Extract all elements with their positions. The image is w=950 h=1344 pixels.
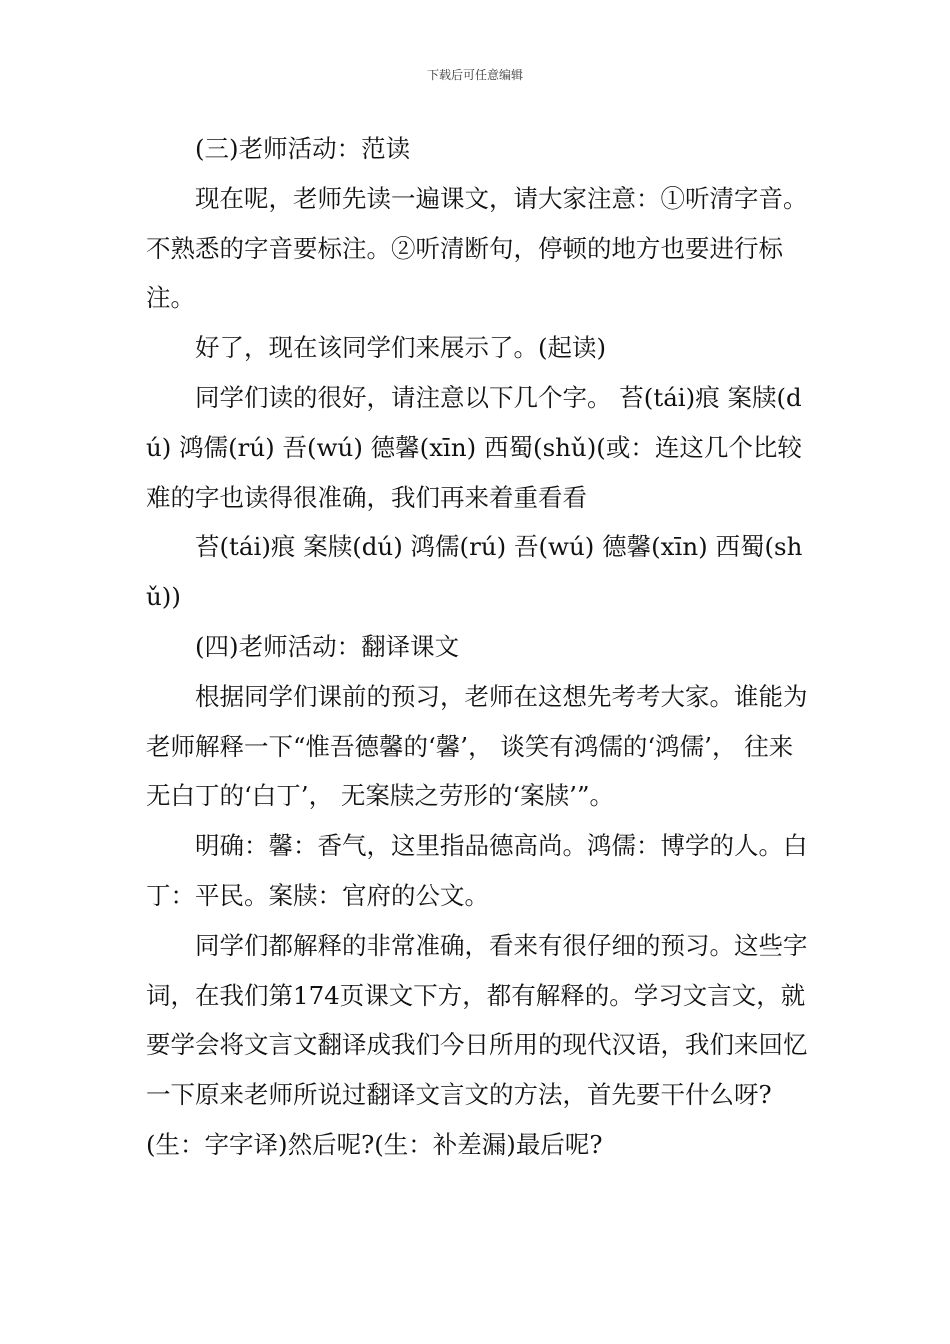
paragraph-student-reading: 好了，现在该同学们来展示了。(起读)	[195, 333, 607, 363]
page-header: 下载后可任意编辑	[426, 68, 523, 82]
paragraph-reading-instructions: 现在呢，老师先读一遍课文，请大家注意：①听清字音。不熟悉的字音要标注。②听清断句，停顿的地方也要进行标注。	[146, 183, 808, 313]
paragraph-translation-method: 同学们都解释的非常准确，看来有很仔细的预习。这些字词，在我们第174页课文下方，都有解释的。学习文言文，就要学会将文言文翻译成我们今日所用的现代汉语，我们来回忆一下原来老师所说过翻译文言文的方法，首先要干什么呀?(生：字字译)然后呢?(生：补差漏)最后呢?	[146, 930, 808, 1159]
document-body	[146, 124, 811, 1170]
paragraph-vocabulary-answers: 明确：馨：香气，这里指品德高尚。鸿儒：博学的人。白丁：平民。案牍：官府的公文。	[146, 831, 808, 910]
paragraph-vocabulary-question: 根据同学们课前的预习，老师在这想先考考大家。谁能为老师解释一下“惟吾德馨的‘馨’， 谈笑有鸿儒的‘鸿儒’， 往来无白丁的‘白丁’， 无案牍之劳形的‘案牍’”。	[146, 681, 808, 811]
paragraph-pronunciation-notes: 同学们读的很好，请注意以下几个字。 苔(tái)痕 案牍(dú) 鸿儒(rú) 吾(wú) 德馨(xīn) 西蜀(shǔ)(或：连这几个比较难的字也读得很准确，我们再来着重看看	[146, 382, 802, 512]
section-heading-translation: (四)老师活动：翻译课文	[195, 631, 460, 661]
paragraph-pronunciation-review: 苔(tái)痕 案牍(dú) 鸿儒(rú) 吾(wú) 德馨(xīn) 西蜀(shǔ))	[146, 532, 803, 612]
section-heading-fandu: (三)老师活动：范读	[195, 134, 411, 163]
